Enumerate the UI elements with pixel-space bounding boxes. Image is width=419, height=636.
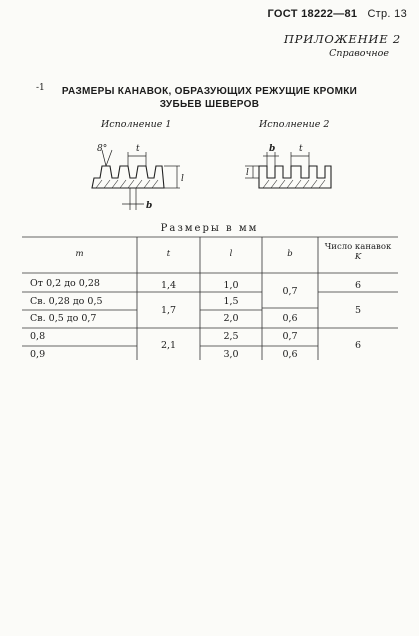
appendix-subtitle: Справочное — [329, 48, 389, 59]
t-label: t — [136, 144, 140, 154]
cell-t-1: 1,4 — [160, 280, 177, 291]
cell-t-2: 1,7 — [160, 305, 177, 316]
figure-variant1 — [80, 138, 190, 218]
cell-k-1: 6 — [354, 280, 362, 291]
cell-m-2: Св. 0,28 до 0,5 — [30, 296, 103, 307]
tooth-profile — [92, 166, 164, 188]
tooth-profile — [259, 166, 331, 188]
col-header-k-text: Число канавок — [324, 242, 392, 252]
l-label: l — [181, 174, 184, 184]
col-header-t: t — [166, 249, 171, 259]
cell-b-4: 0,6 — [282, 349, 298, 360]
appendix-title: ПРИЛОЖЕНИЕ 2 — [283, 32, 401, 46]
l-label: l — [246, 168, 249, 178]
margin-mark: -1 — [36, 83, 45, 93]
units-caption: Размеры в мм — [160, 223, 259, 234]
cell-l-4: 2,5 — [223, 331, 239, 342]
cell-b-1: 0,7 — [282, 286, 298, 297]
b-label: b — [269, 144, 276, 154]
page-number: Стр. 13 — [367, 8, 407, 20]
standard-number: ГОСТ 18222—81 — [267, 8, 358, 20]
col-header-k — [318, 242, 398, 262]
col-header-k-symbol: K — [354, 252, 362, 262]
cell-t-3: 2,1 — [160, 340, 177, 351]
cell-l-5: 3,0 — [223, 349, 239, 360]
figure-caption-variant2: Исполнение 2 — [259, 119, 330, 130]
figure-caption-variant1: Исполнение 1 — [101, 119, 172, 130]
cell-k-2: 5 — [354, 305, 362, 316]
cell-k-3: 6 — [354, 340, 362, 351]
t-label: t — [299, 144, 303, 154]
col-header-b: b — [287, 249, 293, 259]
cell-l-2: 1,5 — [223, 296, 239, 307]
cell-m-3: Св. 0,5 до 0,7 — [30, 313, 97, 324]
cell-m-5: 0,9 — [30, 349, 46, 360]
cell-b-2: 0,6 — [282, 313, 298, 324]
figure-variant2 — [245, 138, 355, 218]
b-label: b — [146, 201, 153, 211]
angle-label: 8° — [97, 144, 108, 154]
document-title-line2: ЗУБЬЕВ ШЕВЕРОВ — [159, 99, 260, 110]
cell-l-1: 1,0 — [223, 280, 239, 291]
document-title-line1: РАЗМЕРЫ КАНАВОК, ОБРАЗУЮЩИХ РЕЖУЩИЕ КРОМКИ — [61, 86, 358, 97]
cell-m-1: От 0,2 до 0,28 — [30, 278, 100, 289]
col-header-m: m — [75, 249, 84, 259]
page-header — [268, 8, 407, 20]
col-header-l: l — [229, 249, 233, 259]
cell-b-3: 0,7 — [282, 331, 298, 342]
cell-l-3: 2,0 — [223, 313, 239, 324]
cell-m-4: 0,8 — [30, 331, 46, 342]
